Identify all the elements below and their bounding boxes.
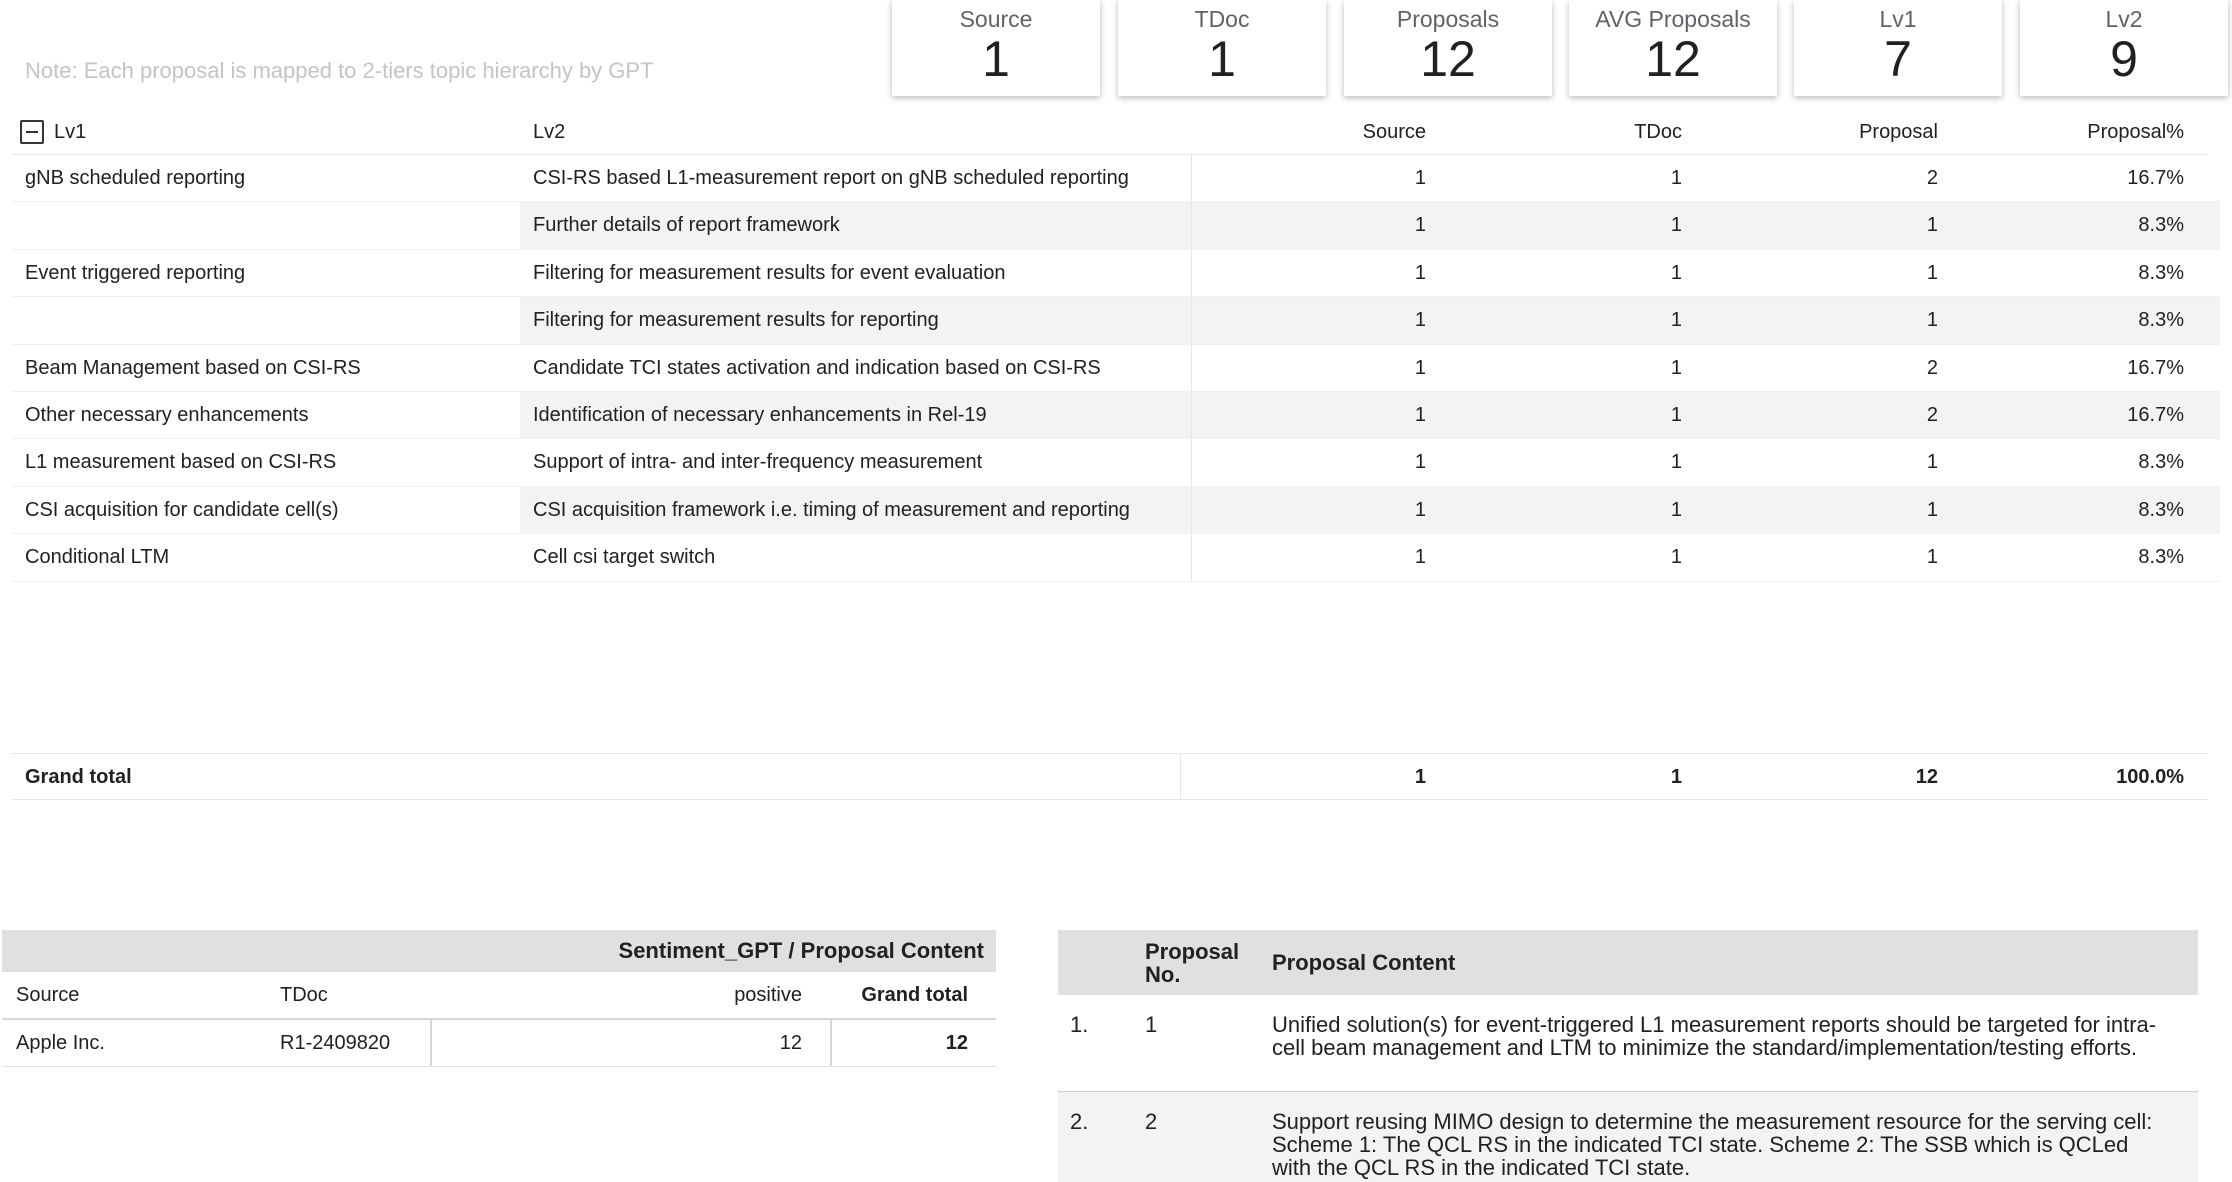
tdoc-count: 1	[1670, 309, 1682, 332]
scorecard-label: TDoc	[1194, 6, 1250, 32]
table-row	[12, 392, 2208, 439]
table-row	[1058, 995, 2198, 1092]
lv1-cell: Other necessary enhancements	[12, 392, 520, 439]
proposal-count: 2	[1926, 403, 1938, 426]
source-count: 1	[1414, 451, 1426, 474]
tdoc-count: 1	[1670, 261, 1682, 284]
proposal-pct: 8.3%	[2138, 214, 2184, 237]
proposal-count: 2	[1926, 356, 1938, 379]
lv1-cell: L1 measurement based on CSI-RS	[12, 439, 520, 486]
tdoc-count: 1	[1670, 546, 1682, 569]
scorecard-value: 1	[1208, 31, 1236, 87]
tdoc-count: 1	[1670, 214, 1682, 237]
lv1-cell	[12, 297, 520, 344]
collapse-icon[interactable]	[20, 120, 44, 144]
header-proposal-pct[interactable]: Proposal%	[2087, 121, 2184, 143]
lv2-cell: Further details of report framework	[520, 202, 1192, 248]
lv2-cell: CSI-RS based L1-measurement report on gNB scheduled reporting	[520, 155, 1192, 201]
lv1-cell: gNB scheduled reporting	[12, 155, 520, 202]
proposal-pct: 16.7%	[2127, 167, 2184, 189]
proposal-pct: 8.3%	[2138, 261, 2184, 284]
grand-total-cell: 12	[945, 1032, 968, 1054]
sentiment-title: Sentiment_GPT / Proposal Content	[2, 930, 996, 972]
scorecard-value: 9	[2110, 31, 2138, 87]
source-count: 1	[1414, 214, 1426, 237]
proposal-pct: 8.3%	[2138, 309, 2184, 332]
source-count: 1	[1414, 403, 1426, 426]
scorecard-label: Lv1	[1879, 6, 1917, 32]
lv2-cell: Filtering for measurement results for reporting	[520, 297, 1192, 343]
proposal-content: Unified solution(s) for event-triggered L1 measurement reports should be targeted for intra-cell beam management and LTM to minimize the standard/implementation/testing efforts.	[1272, 1012, 2157, 1060]
scorecard-label: Source	[959, 6, 1033, 32]
table-row	[12, 439, 2208, 486]
lv2-cell: Candidate TCI states activation and indication based on CSI-RS	[520, 345, 1192, 391]
proposal-pct: 8.3%	[2138, 498, 2184, 521]
hierarchy-note: Note: Each proposal is mapped to 2-tiers topic hierarchy by GPT	[25, 58, 654, 83]
proposal-count: 1	[1926, 214, 1938, 237]
proposal-pct: 8.3%	[2138, 451, 2184, 474]
header-positive[interactable]: positive	[734, 984, 802, 1006]
grand-total-proposal: 12	[1915, 766, 1938, 788]
proposal-count: 1	[1926, 451, 1938, 474]
tdoc-count: 1	[1670, 451, 1682, 474]
lv2-cell: CSI acquisition framework i.e. timing of measurement and reporting	[520, 487, 1192, 533]
header-tdoc[interactable]: TDoc	[1634, 121, 1682, 143]
lv2-cell: Support of intra- and inter-frequency measurement	[520, 439, 1192, 485]
tdoc-count: 1	[1670, 167, 1682, 189]
lv2-cell: Filtering for measurement results for event evaluation	[520, 250, 1192, 296]
proposal-number: 2	[1145, 1109, 1158, 1134]
proposal-content: Support reusing MIMO design to determine the measurement resource for the serving cell: Scheme 1: The QCL RS in the indicated TCI state. Scheme 2: The SSB which is QCLed with the QCL RS in the indicated TCI state.	[1272, 1109, 2153, 1180]
header-source[interactable]: Source	[16, 984, 80, 1006]
table-row	[2, 1020, 996, 1067]
proposal-header-row	[1058, 930, 2198, 995]
tdoc-cell: R1-2409820	[280, 1032, 391, 1054]
source-count: 1	[1414, 261, 1426, 284]
sentiment-table	[2, 930, 996, 1067]
header-lv2[interactable]: Lv2	[533, 121, 566, 143]
header-grand-total[interactable]: Grand total	[861, 984, 968, 1006]
proposal-pct: 16.7%	[2127, 403, 2184, 426]
table-row	[12, 297, 2208, 344]
proposal-count: 1	[1926, 309, 1938, 332]
table-row	[1058, 1092, 2198, 1182]
scorecard-label: Proposals	[1396, 6, 1500, 32]
scorecard-label: AVG Proposals	[1595, 6, 1751, 32]
tdoc-count: 1	[1670, 403, 1682, 426]
tdoc-count: 1	[1670, 356, 1682, 379]
scorecard-avg-proposals	[1569, 0, 1777, 96]
scorecard-source	[892, 0, 1100, 96]
table-row	[12, 487, 2208, 534]
row-index: 2.	[1070, 1109, 1089, 1134]
header-source[interactable]: Source	[1362, 121, 1426, 143]
scorecard-proposals	[1344, 0, 1552, 96]
grand-total-label: Grand total	[25, 766, 132, 788]
proposal-pct: 16.7%	[2127, 356, 2184, 379]
table-row	[12, 155, 2208, 202]
scorecard-value: 12	[1645, 31, 1701, 87]
sentiment-header-row	[2, 972, 996, 1020]
header-proposal[interactable]: Proposal	[1859, 121, 1938, 143]
proposal-count: 1	[1926, 498, 1938, 521]
header-lv1[interactable]: Lv1	[54, 121, 87, 143]
table-row	[12, 250, 2208, 297]
lv2-cell: Identification of necessary enhancements in Rel-19	[520, 392, 1192, 438]
topic-pivot-table	[12, 110, 2208, 800]
source-count: 1	[1414, 546, 1426, 569]
scorecard-value: 7	[1884, 31, 1912, 87]
lv1-cell: Event triggered reporting	[12, 250, 520, 297]
scorecard-label: Lv2	[2105, 6, 2143, 32]
scorecard-value: 12	[1420, 31, 1476, 87]
tdoc-count: 1	[1670, 498, 1682, 521]
scorecard-lv1	[1794, 0, 2002, 96]
lv1-cell: Beam Management based on CSI-RS	[12, 345, 520, 392]
header-tdoc[interactable]: TDoc	[280, 984, 328, 1006]
scorecard-lv2	[2020, 0, 2228, 96]
positive-cell: 12	[779, 1032, 802, 1054]
pivot-body	[12, 155, 2208, 582]
row-index: 1.	[1070, 1012, 1089, 1037]
grand-total-tdoc: 1	[1670, 766, 1682, 788]
header-proposal-content[interactable]: Proposal Content	[1272, 950, 1456, 975]
proposal-pct: 8.3%	[2138, 546, 2184, 569]
grand-total-row	[12, 753, 2208, 800]
proposal-number: 1	[1145, 1012, 1158, 1037]
header-proposal-no[interactable]: Proposal No.	[1145, 939, 1240, 987]
table-row	[12, 534, 2208, 581]
proposal-count: 1	[1926, 546, 1938, 569]
proposal-content-table	[1058, 930, 2198, 1182]
source-count: 1	[1414, 498, 1426, 521]
grand-total-pct: 100.0%	[2116, 766, 2184, 788]
scorecard-tdoc	[1118, 0, 1326, 96]
proposal-count: 2	[1926, 167, 1938, 189]
source-cell: Apple Inc.	[16, 1032, 105, 1054]
lv1-cell: Conditional LTM	[12, 534, 520, 581]
table-row	[12, 202, 2208, 249]
source-count: 1	[1414, 356, 1426, 379]
lv1-cell: CSI acquisition for candidate cell(s)	[12, 487, 520, 534]
proposal-count: 1	[1926, 261, 1938, 284]
source-count: 1	[1414, 167, 1426, 189]
pivot-header-row	[12, 110, 2208, 155]
scorecard-value: 1	[982, 31, 1010, 87]
lv1-cell	[12, 202, 520, 249]
source-count: 1	[1414, 309, 1426, 332]
grand-total-source: 1	[1414, 766, 1426, 788]
table-row	[12, 345, 2208, 392]
lv2-cell: Cell csi target switch	[520, 534, 1192, 580]
